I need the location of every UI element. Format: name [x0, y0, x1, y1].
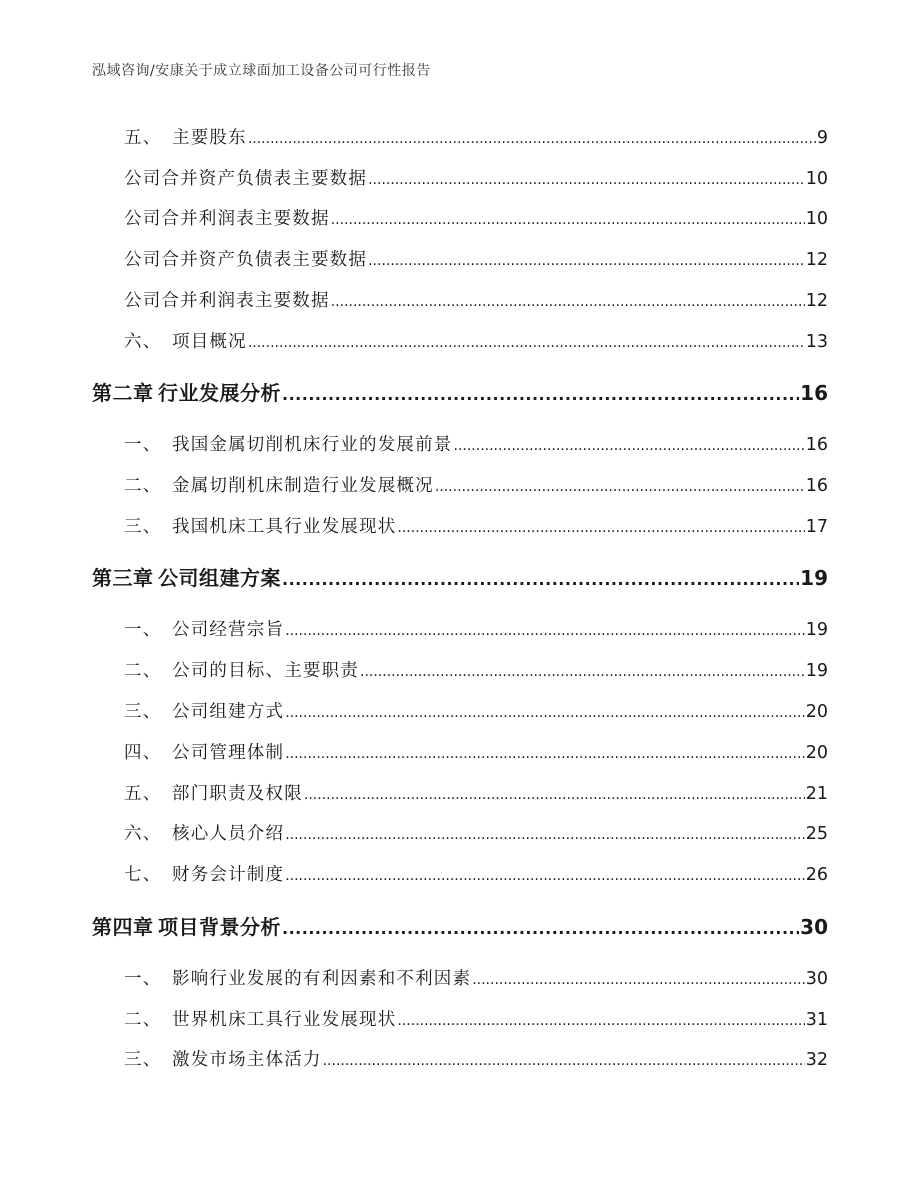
- toc-entry-page: 16: [805, 435, 828, 455]
- toc-entry-page: 17: [805, 517, 828, 537]
- toc-leader-dots: [248, 131, 816, 147]
- toc-entry-title: 激发市场主体活力: [172, 1050, 322, 1070]
- toc-chapter-number: 第二章: [92, 381, 154, 405]
- toc-entry[interactable]: [124, 1046, 828, 1071]
- toc-leader-dots: [285, 827, 805, 843]
- toc-entry[interactable]: [124, 739, 828, 764]
- toc-entry-number: 六、: [124, 332, 162, 352]
- toc-entry-title: 公司组建方式: [172, 702, 285, 722]
- toc-leader-dots: [282, 570, 799, 589]
- toc-leader-dots: [304, 787, 805, 803]
- toc-leader-dots: [472, 972, 805, 988]
- toc-entry-page: 32: [805, 1050, 828, 1070]
- toc-entry-page: 25: [805, 824, 828, 844]
- toc-entry-title: 公司的目标、主要职责: [172, 661, 359, 681]
- toc-leader-dots: [397, 520, 804, 536]
- toc-leader-dots: [368, 253, 805, 269]
- toc-entry-title: 部门职责及权限: [172, 784, 303, 804]
- toc-entry-page: 21: [805, 784, 828, 804]
- toc-entry-page: 26: [805, 865, 828, 885]
- toc-leader-dots: [323, 1053, 805, 1069]
- toc-entry-title: 主要股东: [172, 128, 247, 148]
- toc-entry-page: 12: [805, 291, 828, 311]
- toc-entry-title: 影响行业发展的有利因素和不利因素: [172, 969, 472, 989]
- toc-entry-number: 二、: [124, 476, 162, 496]
- toc-leader-dots: [360, 664, 805, 680]
- toc-leader-dots: [248, 335, 805, 351]
- toc-entry-page: 31: [805, 1010, 828, 1030]
- toc-chapter-number: 第三章: [92, 566, 154, 590]
- toc-entry-number: 一、: [124, 620, 162, 640]
- toc-leader-dots: [368, 172, 805, 188]
- toc-leader-dots: [454, 438, 805, 454]
- toc-entry-title: 我国机床工具行业发展现状: [172, 517, 397, 537]
- page-header: 泓域咨询/安康关于成立球面加工设备公司可行性报告: [92, 63, 431, 79]
- toc-entry-title: 公司合并利润表主要数据: [124, 291, 330, 311]
- toc-entry-page: 16: [805, 476, 828, 496]
- toc-leader-dots: [282, 919, 799, 938]
- toc-entry[interactable]: [124, 780, 828, 805]
- toc-leader-dots: [435, 479, 805, 495]
- toc-chapter-title: 行业发展分析: [158, 381, 281, 405]
- toc-entry-number: 四、: [124, 743, 162, 763]
- toc-entry-page: 19: [805, 661, 828, 681]
- toc-leader-dots: [331, 212, 805, 228]
- toc-entry-page: 12: [805, 250, 828, 270]
- toc-entry-page: 10: [805, 209, 828, 229]
- toc-entry-number: 一、: [124, 969, 162, 989]
- toc-chapter[interactable]: [92, 562, 828, 591]
- toc-entry-title: 公司合并资产负债表主要数据: [124, 250, 368, 270]
- toc-entry[interactable]: [124, 246, 828, 271]
- toc-entry-page: 19: [805, 620, 828, 640]
- toc-entry[interactable]: [124, 287, 828, 312]
- toc-entry-number: 三、: [124, 1050, 162, 1070]
- toc-entry-number: 三、: [124, 702, 162, 722]
- toc-entry-title: 公司合并资产负债表主要数据: [124, 169, 368, 189]
- toc-entry[interactable]: [124, 698, 828, 723]
- toc-entry-title: 金属切削机床制造行业发展概况: [172, 476, 434, 496]
- toc-chapter-title: 公司组建方案: [158, 566, 281, 590]
- toc-leader-dots: [285, 868, 805, 884]
- toc-entry-number: 二、: [124, 1010, 162, 1030]
- toc-entry-title: 公司管理体制: [172, 743, 285, 763]
- toc-entry[interactable]: [124, 513, 828, 538]
- toc-entry-number: 五、: [124, 128, 162, 148]
- toc-leader-dots: [285, 623, 805, 639]
- toc-entry[interactable]: [124, 861, 828, 886]
- toc-chapter[interactable]: [92, 911, 828, 940]
- toc-leader-dots: [285, 746, 805, 762]
- toc-entry-page: 20: [805, 702, 828, 722]
- toc-entry-number: 五、: [124, 784, 162, 804]
- toc-entry[interactable]: [124, 820, 828, 845]
- toc-entry[interactable]: [124, 165, 828, 190]
- toc-entry-title: 公司经营宗旨: [172, 620, 285, 640]
- toc-entry-title: 财务会计制度: [172, 865, 285, 885]
- toc-entry-page: 13: [805, 332, 828, 352]
- toc-entry[interactable]: [124, 472, 828, 497]
- toc-leader-dots: [331, 294, 805, 310]
- toc-chapter-number: 第四章: [92, 915, 154, 939]
- toc-chapter-page: 19: [800, 566, 828, 590]
- toc-entry-number: 三、: [124, 517, 162, 537]
- toc-entry-number: 二、: [124, 661, 162, 681]
- toc-entry[interactable]: [124, 328, 828, 353]
- toc-entry-page: 9: [816, 128, 828, 148]
- toc-entry-page: 20: [805, 743, 828, 763]
- toc-leader-dots: [397, 1013, 804, 1029]
- toc-entry[interactable]: [124, 431, 828, 456]
- toc-leader-dots: [282, 385, 799, 404]
- toc-entry[interactable]: [124, 124, 828, 149]
- toc-entry-title: 我国金属切削机床行业的发展前景: [172, 435, 453, 455]
- toc-entry-number: 六、: [124, 824, 162, 844]
- toc-entry[interactable]: [124, 965, 828, 990]
- toc-entry[interactable]: [124, 616, 828, 641]
- toc-entry-page: 30: [805, 969, 828, 989]
- toc-entry-number: 一、: [124, 435, 162, 455]
- toc-entry-title: 项目概况: [172, 332, 247, 352]
- toc-chapter-page: 30: [800, 915, 828, 939]
- toc-entry-title: 核心人员介绍: [172, 824, 285, 844]
- toc-chapter-title: 项目背景分析: [158, 915, 281, 939]
- toc-entry-page: 10: [805, 169, 828, 189]
- toc-chapter-page: 16: [800, 381, 828, 405]
- toc-entry[interactable]: [124, 657, 828, 682]
- toc-chapter[interactable]: [92, 377, 828, 406]
- toc-leader-dots: [285, 705, 805, 721]
- toc-entry-title: 公司合并利润表主要数据: [124, 209, 330, 229]
- toc-entry-number: 七、: [124, 865, 162, 885]
- toc-entry[interactable]: [124, 205, 828, 230]
- toc-entry-title: 世界机床工具行业发展现状: [172, 1010, 397, 1030]
- toc-entry[interactable]: [124, 1006, 828, 1031]
